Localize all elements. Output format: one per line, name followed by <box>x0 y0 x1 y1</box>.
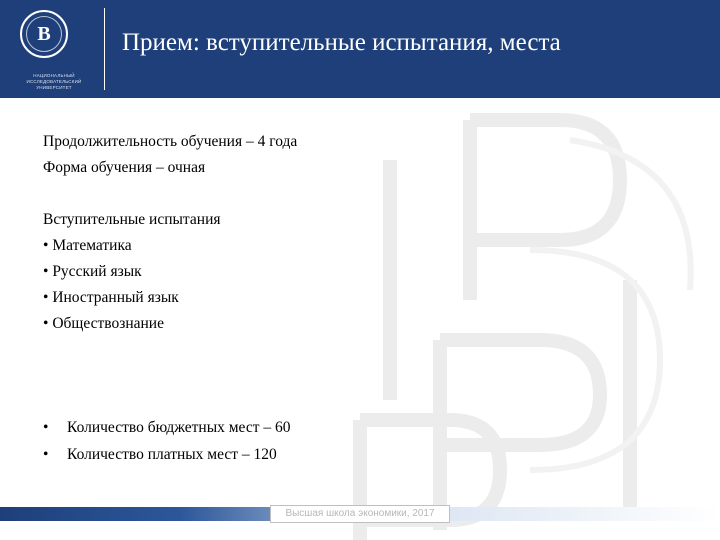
slide-title: Прием: вступительные испытания, места <box>122 29 561 56</box>
exam-item-label: Иностранный язык <box>52 289 179 306</box>
footer-text: Высшая школа экономики, 2017 <box>270 505 450 523</box>
exam-item-label: Русский язык <box>52 263 142 280</box>
list-item: • Количество бюджетных мест – 60 <box>43 419 291 436</box>
list-item: • Математика <box>43 237 132 254</box>
study-info-block <box>43 129 297 181</box>
places-item-label: Количество бюджетных мест – 60 <box>67 419 291 436</box>
study-duration-text: Продолжительность обучения – 4 года <box>43 133 298 150</box>
list-item: • Количество платных мест – 120 <box>43 446 277 463</box>
list-item: • Русский язык <box>43 263 142 280</box>
exams-heading: Вступительные испытания <box>43 211 221 228</box>
list-item: • Обществознание <box>43 315 164 332</box>
study-form-text: Форма обучения – очная <box>43 159 206 176</box>
exam-item-label: Обществознание <box>52 315 164 332</box>
exam-item-label: Математика <box>52 237 132 254</box>
header-bar <box>0 0 720 98</box>
logo-caption: НАЦИОНАЛЬНЫЙ ИССЛЕДОВАТЕЛЬСКИЙ УНИВЕРСИТЕТ <box>26 73 82 90</box>
logo-letter: В <box>26 16 62 52</box>
places-block <box>43 414 290 468</box>
logo-emblem-icon <box>20 10 68 58</box>
university-logo <box>10 10 95 90</box>
header-divider <box>104 8 105 90</box>
places-item-label: Количество платных мест – 120 <box>67 446 277 463</box>
hse-watermark-graphic <box>330 100 720 540</box>
list-item: • Иностранный язык <box>43 289 179 306</box>
exams-block <box>43 207 221 337</box>
